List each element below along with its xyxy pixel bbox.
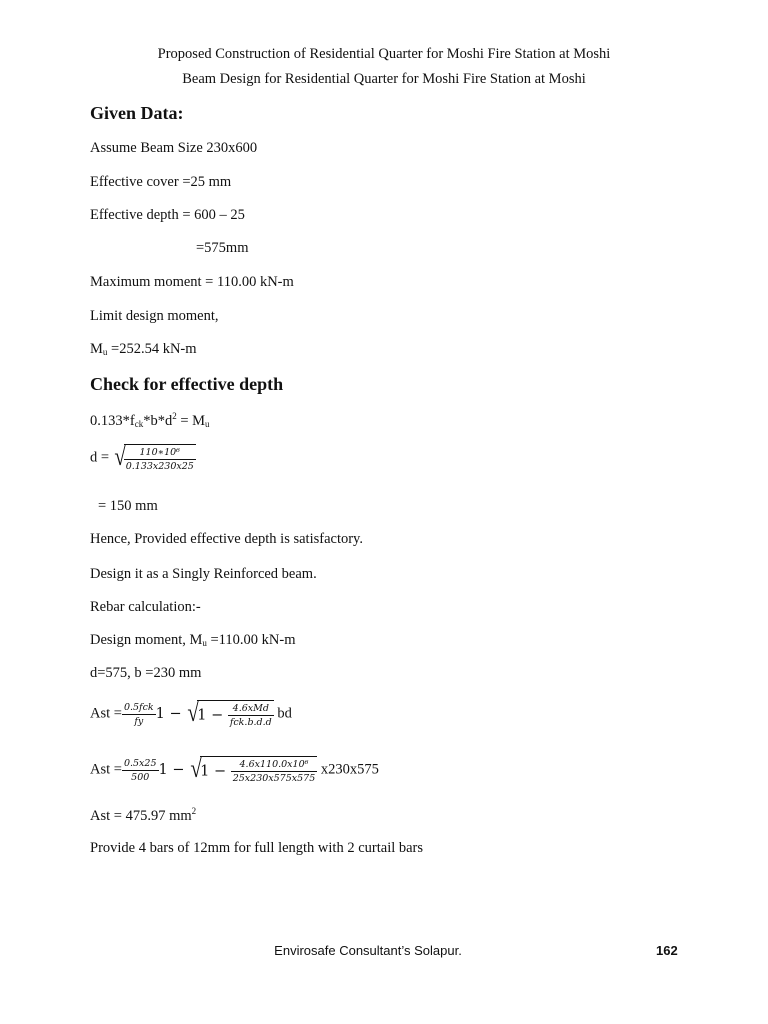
effective-cover-text: Effective cover =25 mm	[90, 174, 232, 190]
depth-result: = 150 mm	[98, 498, 158, 514]
d-label: d =	[90, 449, 113, 466]
mu-subscript: u	[102, 347, 108, 357]
depth-fraction-numerator: 110∗10⁶	[124, 447, 196, 460]
ast-formula-substituted	[90, 756, 379, 784]
ast-result	[90, 806, 196, 825]
eq-part-c: = M	[176, 413, 206, 429]
inner-one-minus: 1 −	[197, 707, 228, 724]
check-depth-heading: Check for effective depth	[90, 374, 284, 394]
ast-fraction-1	[122, 758, 159, 783]
ast-tail: x230x575	[317, 761, 379, 778]
ast-result-sup: 2	[191, 806, 197, 816]
ast-fraction-1	[122, 702, 156, 727]
footer-company: Envirosafe Consultant’s Solapur.	[274, 943, 462, 958]
inner-one-minus: 1 −	[200, 763, 231, 780]
ast-f1-denominator: 500	[131, 771, 150, 783]
header-line-2: Beam Design for Residential Quarter for Moshi Fire Station at Moshi	[182, 71, 586, 87]
moment-equation	[90, 411, 210, 430]
provide-bars-text: Provide 4 bars of 12mm for full length with 2 curtail bars	[90, 840, 424, 856]
design-moment-value: =110.00 kN-m	[206, 632, 296, 648]
eq-part-b: *b*d	[143, 413, 173, 429]
given-data-heading: Given Data:	[90, 103, 184, 123]
design-moment-sub: u	[202, 638, 207, 648]
ast-label: Ast =	[90, 761, 122, 778]
ast-tail: bd	[273, 705, 292, 722]
ast-f2-numerator: 4.6x110.0x10⁶	[231, 759, 318, 772]
sqrt-symbol	[113, 444, 196, 472]
mu-limit-value: =252.54 kN-m	[107, 341, 197, 357]
ast-f1-numerator: 0.5x25	[123, 757, 157, 769]
eq-sub-u: u	[205, 419, 210, 429]
ast-f2-denominator: fck.b.d.d	[229, 717, 272, 728]
depth-formula	[90, 444, 196, 472]
design-as-text: Design it as a Singly Reinforced beam.	[90, 566, 317, 582]
depth-fraction	[124, 447, 196, 472]
sqrt-symbol	[189, 756, 317, 784]
depth-fraction-denominator: 0.133x230x25	[125, 461, 194, 472]
design-moment-line	[90, 632, 295, 649]
d-b-values: d=575, b =230 mm	[90, 665, 202, 681]
limit-moment-label: Limit design moment,	[90, 308, 219, 324]
header-line-1: Proposed Construction of Residential Quarter for Moshi Fire Station at Moshi	[157, 46, 611, 62]
ast-formula-general	[90, 700, 292, 728]
radical-icon: √	[114, 442, 126, 471]
ast-fraction-2	[231, 759, 318, 784]
ast-result-value: Ast = 475.97 mm	[90, 808, 192, 824]
ast-f1-numerator: 0.5fck	[123, 701, 154, 713]
design-moment-prefix: Design moment, M	[90, 632, 203, 648]
mu-limit-line	[90, 341, 197, 358]
ast-label: Ast =	[90, 705, 122, 722]
page-number: 162	[656, 943, 678, 958]
eq-part-a: 0.133*f	[90, 413, 135, 429]
mu-symbol: M	[90, 341, 103, 357]
ast-f2-numerator: 4.6xMd	[228, 703, 274, 716]
effective-depth-text: Effective depth = 600 – 25	[90, 207, 245, 223]
eq-sub-ck: ck	[134, 419, 144, 429]
ast-fraction-2	[228, 703, 274, 728]
eq-sup-2: 2	[172, 411, 177, 421]
radical-icon: √	[187, 698, 200, 727]
rebar-calc-label: Rebar calculation:-	[90, 599, 201, 615]
radical-icon: √	[190, 754, 202, 783]
one-minus: 1 −	[155, 706, 187, 722]
one-minus: 1 −	[158, 762, 190, 778]
hence-text: Hence, Provided effective depth is satisfactory.	[90, 531, 363, 547]
effective-depth-result: =575mm	[196, 240, 249, 256]
sqrt-symbol	[186, 700, 274, 728]
beam-size-text: Assume Beam Size 230x600	[90, 140, 258, 156]
max-moment-text: Maximum moment = 110.00 kN-m	[90, 274, 294, 290]
ast-f1-denominator: fy	[134, 715, 144, 727]
ast-f2-denominator: 25x230x575x575	[232, 773, 316, 784]
